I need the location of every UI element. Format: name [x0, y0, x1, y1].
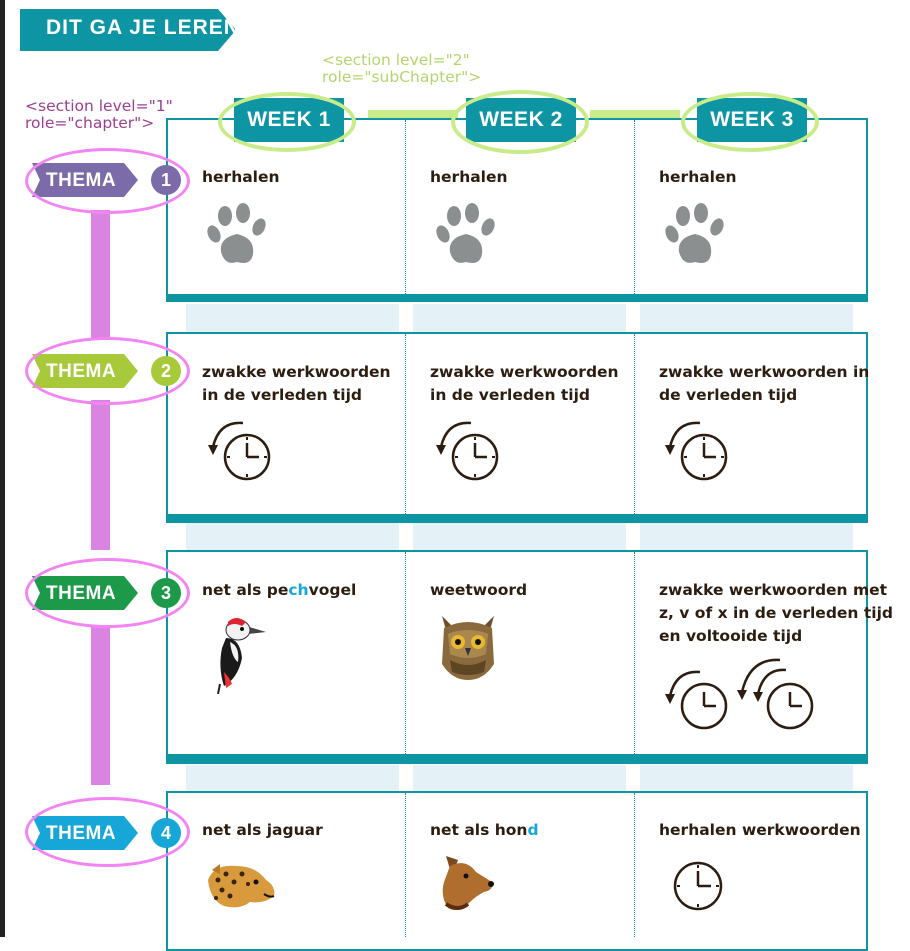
row-spacer — [640, 304, 853, 332]
cell-text: herhalen — [430, 168, 508, 186]
cell-text: herhalen — [202, 168, 280, 186]
clock-back-icon — [433, 415, 505, 485]
cell-text: net als pechvogel — [202, 581, 357, 599]
paw-icon — [663, 202, 731, 270]
row-spacer — [413, 304, 626, 332]
theme-1-label: THEMA — [46, 170, 117, 191]
week-3-tab[interactable]: WEEK 3 — [697, 98, 807, 142]
cell-text: zwakke werkwoorden in de verleden tijd — [659, 363, 870, 404]
theme-connector — [91, 210, 110, 340]
row-spacer — [186, 765, 399, 791]
highlight-letters: d — [527, 821, 539, 839]
cell-text: zwakke werkwoorden in de verleden tijd — [202, 363, 391, 404]
column-divider — [634, 120, 635, 294]
owl-icon — [436, 612, 500, 682]
annotation-level1: <section level="1" role="chapter"> — [25, 97, 173, 132]
page-title: DIT GA JE LEREN — [46, 16, 240, 39]
highlight-letters: ch — [288, 581, 309, 599]
week-2-tab[interactable]: WEEK 2 — [466, 98, 576, 142]
theme-3-number: 3 — [151, 578, 181, 608]
week-highlight-ring — [218, 92, 356, 152]
double-clock-icon — [662, 654, 822, 734]
row-spacer — [640, 522, 853, 550]
theme-2-number: 2 — [151, 356, 181, 386]
cell-text: herhalen werkwoorden — [659, 821, 861, 839]
woodpecker-icon — [212, 612, 268, 694]
row-spacer — [640, 765, 853, 791]
column-divider — [405, 793, 406, 937]
week-1-tab[interactable]: WEEK 1 — [234, 98, 344, 142]
column-divider — [405, 120, 406, 294]
chapter-highlight-ring — [25, 337, 190, 405]
row-spacer — [186, 304, 399, 332]
dog-icon — [436, 852, 496, 920]
chapter-highlight-ring — [25, 797, 190, 867]
paw-icon — [434, 202, 502, 270]
column-divider — [634, 334, 635, 514]
week-highlight-ring — [681, 92, 819, 152]
cell-text: weetwoord — [430, 581, 528, 599]
chapter-highlight-ring — [25, 148, 190, 214]
column-divider — [405, 552, 406, 754]
clock-back-icon — [662, 415, 734, 485]
row-spacer — [186, 522, 399, 550]
theme-1-number: 1 — [151, 165, 181, 195]
annotation-level2: <section level="2" role="subChapter"> — [322, 51, 482, 86]
paw-icon — [205, 202, 273, 270]
theme-4-number: 4 — [151, 818, 181, 848]
row-spacer — [413, 765, 626, 791]
theme-4-label: THEMA — [46, 823, 117, 844]
theme-connector — [91, 400, 110, 550]
cell-text: zwakke werkwoorden in de verleden tijd — [430, 363, 619, 404]
column-divider — [634, 793, 635, 937]
chapter-highlight-ring — [25, 558, 190, 628]
theme-3-label: THEMA — [46, 583, 117, 604]
cell-text: zwakke werkwoorden met z, v of x in de verleden tijd en voltooide tijd — [659, 581, 893, 645]
theme-connector — [91, 625, 110, 785]
cell-text: net als jaguar — [202, 821, 323, 839]
clock-icon — [670, 858, 726, 914]
row-spacer — [413, 522, 626, 550]
cell-text: herhalen — [659, 168, 737, 186]
cell-text: net als hond — [430, 821, 539, 839]
week-highlight-ring — [451, 90, 589, 154]
column-divider — [405, 334, 406, 514]
jaguar-icon — [204, 860, 278, 912]
column-divider — [634, 552, 635, 754]
theme-2-label: THEMA — [46, 361, 117, 382]
window-edge — [0, 0, 5, 937]
clock-back-icon — [205, 415, 277, 485]
